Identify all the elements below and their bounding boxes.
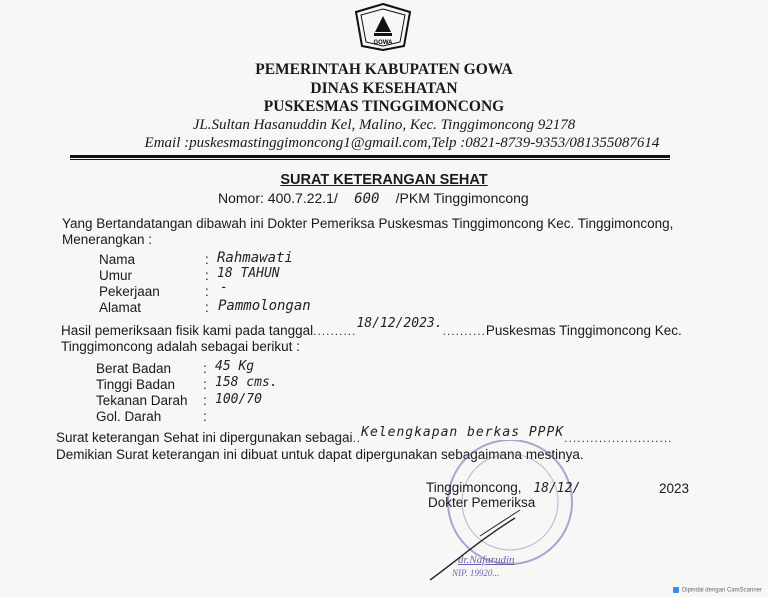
field-value-umur: 18 TAHUN <box>217 266 280 281</box>
signature-date-hand: 18/12/ <box>533 481 581 496</box>
intro-line-2: Menerangkan : <box>62 232 153 247</box>
field-colon: : <box>203 393 207 408</box>
exam-line-2: Tinggimoncong adalah sebagai berikut : <box>61 339 300 354</box>
field-value-alamat: Pammolongan <box>218 298 311 314</box>
field-value-pekerjaan: - <box>220 280 228 295</box>
field-label-alamat: Alamat <box>99 300 142 315</box>
letter-number-hand: 600 <box>354 191 380 207</box>
intro-line-1: Yang Bertandatangan dibawah ini Dokter Pemeriksa Puskesmas Tinggimoncong Kec. Tinggimoncong, <box>62 216 674 231</box>
dotted-fill: .......... <box>442 324 486 338</box>
vital-value-berat: 45 Kg <box>215 359 255 374</box>
exam-date-hand: 18/12/2023. <box>356 316 443 331</box>
official-stamp-icon <box>420 440 590 590</box>
signature-place-text: Tinggimoncong, <box>426 480 522 495</box>
dotted-fill: .......... <box>313 324 357 338</box>
letter-title: SURAT KETERANGAN SEHAT <box>280 172 488 188</box>
field-colon: : <box>205 284 209 299</box>
header-rule-thin <box>70 159 670 160</box>
vital-label-goldarah: Gol. Darah <box>96 409 162 424</box>
logo-text: GOWA <box>373 40 393 46</box>
purpose-line-start: Surat keterangan Sehat ini dipergunakan sebagai <box>56 430 353 445</box>
purpose-hand: Kelengkapan berkas PPPK <box>361 425 565 440</box>
field-label-nama: Nama <box>99 252 136 267</box>
field-colon: : <box>205 268 209 283</box>
header-department: DINAS KESEHATAN <box>310 80 458 97</box>
doctor-nip: NIP. 19920... <box>452 568 500 578</box>
signature-place <box>426 480 580 496</box>
scanner-watermark <box>673 587 762 594</box>
letter-number <box>218 190 529 207</box>
header-address: JL.Sultan Hasanuddin Kel, Malino, Kec. Tinggimoncong 92178 <box>192 117 576 133</box>
vital-label-tekanan: Tekanan Darah <box>96 393 188 408</box>
field-value-nama: Rahmawati <box>217 250 293 266</box>
header-government: PEMERINTAH KABUPATEN GOWA <box>255 61 513 78</box>
field-colon: : <box>203 377 207 392</box>
letter-number-prefix: Nomor: 400.7.22.1/ <box>218 190 338 206</box>
scanner-icon <box>673 587 679 593</box>
field-label-umur: Umur <box>99 268 132 283</box>
signature-role: Dokter Pemeriksa <box>428 495 536 510</box>
gowa-logo-icon <box>352 2 414 52</box>
vital-value-tinggi: 158 cms. <box>215 375 278 390</box>
exam-line-1-start: Hasil pemeriksaan fisik kami pada tanggal <box>61 323 314 338</box>
header-puskesmas: PUSKESMAS TINGGIMONCONG <box>263 98 505 115</box>
closing-line: Demikian Surat keterangan ini dibuat untuk dapat dipergunakan sebagaimana mestinya. <box>56 447 584 462</box>
letter-number-suffix: /PKM Tinggimoncong <box>395 190 529 206</box>
vital-label-berat: Berat Badan <box>96 361 172 376</box>
scanner-text: Dipindai dengan CamScanner <box>681 588 762 594</box>
field-colon: : <box>205 300 209 315</box>
field-colon: : <box>205 252 209 267</box>
field-colon: : <box>203 361 207 376</box>
field-label-pekerjaan: Pekerjaan <box>99 284 160 299</box>
vital-value-tekanan: 100/70 <box>215 392 262 407</box>
doctor-name: dr.Nafarudin <box>458 554 515 566</box>
vital-label-tinggi: Tinggi Badan <box>96 377 176 392</box>
dotted-fill: ......................... <box>564 431 673 445</box>
header-contact: Email :puskesmastinggimoncong1@gmail.com,Telp :0821-8739-9353/081355087614 <box>144 135 660 151</box>
field-colon: : <box>203 409 207 424</box>
exam-line-1 <box>61 316 682 339</box>
header-rule-thick <box>70 155 670 158</box>
exam-line-1-end: Puskesmas Tinggimoncong Kec. <box>485 323 682 338</box>
signature-year: 2023 <box>659 481 690 496</box>
dotted-fill: .. <box>352 431 362 445</box>
